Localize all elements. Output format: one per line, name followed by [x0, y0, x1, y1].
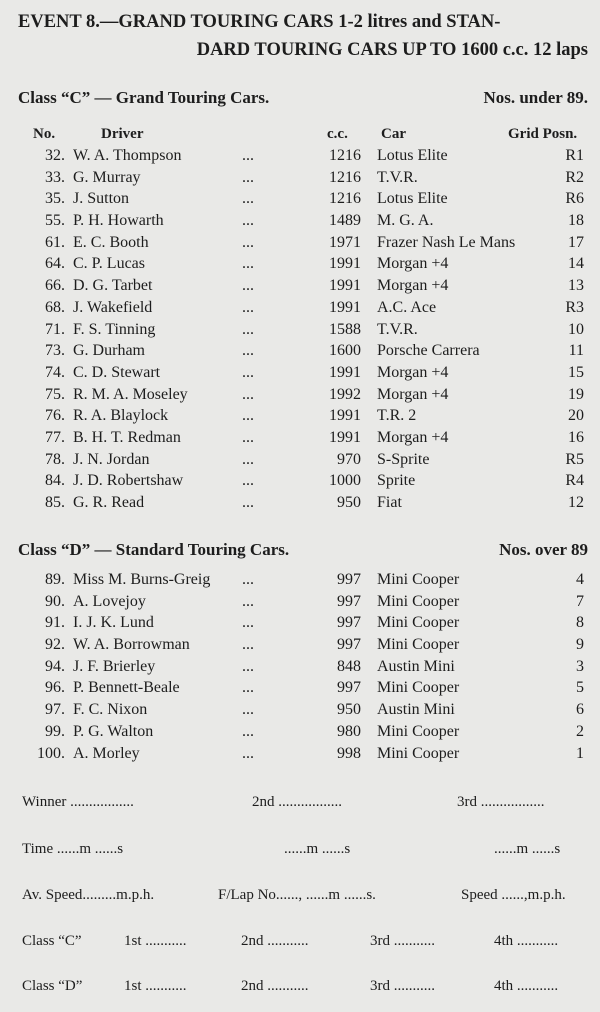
- class-c-3rd: 3rd ...........: [370, 933, 435, 949]
- entry-dots: ...: [242, 298, 254, 316]
- event-title-line1: EVENT 8.—GRAND TOURING CARS 1-2 litres and STAN-: [18, 12, 501, 32]
- class-c-title: Class “C” — Grand Touring Cars.: [18, 88, 270, 107]
- entry-grid-position: 2: [576, 722, 584, 740]
- entry-number: 33.: [45, 168, 65, 186]
- entry-number: 91.: [45, 614, 65, 632]
- fastest-lap-field: F/Lap No......, ......m ......s.: [218, 887, 376, 903]
- entry-grid-position: 12: [568, 494, 584, 511]
- class-c-results-label: Class “C”: [22, 933, 82, 949]
- entry-dots: ...: [242, 168, 254, 186]
- entry-cc: 1991: [329, 363, 361, 381]
- entry-dots: ...: [242, 636, 254, 654]
- entry-dots: ...: [242, 342, 254, 360]
- entry-car: Morgan +4: [377, 255, 449, 273]
- entry-grid-position: 16: [568, 428, 584, 446]
- entry-driver: D. G. Tarbet: [73, 277, 153, 295]
- col-car: Car: [381, 126, 406, 142]
- col-grid: Grid Posn.: [508, 126, 578, 142]
- entry-dots: ...: [242, 657, 254, 675]
- entry-dots: ...: [242, 255, 254, 273]
- entry-grid-position: 5: [576, 679, 584, 697]
- entry-driver: G. Murray: [73, 168, 141, 186]
- entry-dots: ...: [242, 744, 254, 762]
- entry-grid-position: R3: [565, 298, 584, 316]
- entry-grid-position: 7: [576, 592, 584, 610]
- entry-row: [0, 593, 600, 615]
- entry-grid-position: R5: [565, 450, 584, 468]
- entry-car: Mini Cooper: [377, 636, 460, 654]
- entry-driver: F. S. Tinning: [73, 320, 156, 338]
- entry-cc: 1991: [329, 428, 361, 446]
- entry-row: [0, 745, 600, 767]
- class-d-3rd: 3rd ...........: [370, 978, 435, 994]
- entry-car: Morgan +4: [377, 363, 449, 381]
- entry-cc: 1216: [329, 190, 361, 208]
- entry-grid-position: 18: [568, 212, 584, 230]
- entry-row: [0, 614, 600, 636]
- entry-row: [0, 636, 600, 658]
- entry-car: T.V.R.: [377, 320, 418, 338]
- entry-grid-position: 14: [568, 255, 584, 273]
- entry-number: 99.: [45, 722, 65, 740]
- class-d-2nd: 2nd ...........: [241, 978, 309, 994]
- entry-row: [0, 277, 600, 299]
- entry-row: [0, 364, 600, 386]
- entry-driver: R. M. A. Moseley: [73, 385, 188, 403]
- entry-row: [0, 723, 600, 745]
- entry-car: Morgan +4: [377, 428, 449, 446]
- entry-car: A.C. Ace: [377, 298, 437, 316]
- entry-number: 32.: [45, 147, 65, 164]
- entry-driver: W. A. Borrowman: [73, 636, 190, 654]
- entry-cc: 1991: [329, 407, 361, 425]
- entry-driver: E. C. Booth: [73, 233, 149, 251]
- entry-dots: ...: [242, 592, 254, 610]
- entry-car: Austin Mini: [377, 701, 455, 719]
- entry-dots: ...: [242, 277, 254, 295]
- entry-dots: ...: [242, 233, 254, 251]
- entry-dots: ...: [242, 450, 254, 468]
- class-c-1st: 1st ...........: [124, 933, 187, 949]
- class-d-4th: 4th ...........: [494, 978, 559, 994]
- entry-car: Mini Cooper: [377, 592, 460, 610]
- entry-number: 35.: [45, 190, 65, 208]
- entry-driver: J. F. Brierley: [73, 657, 156, 675]
- event-title: [18, 8, 588, 64]
- class-d-title: Class “D” — Standard Touring Cars.: [18, 540, 290, 559]
- entry-row: [0, 451, 600, 473]
- column-headers: [0, 126, 600, 146]
- entry-car: Mini Cooper: [377, 614, 460, 632]
- entry-dots: ...: [242, 614, 254, 632]
- time-field-3: ......m ......s: [494, 841, 561, 857]
- entry-cc: 950: [337, 494, 361, 511]
- entry-grid-position: 20: [568, 407, 584, 425]
- entry-cc: 997: [337, 592, 361, 610]
- entry-grid-position: R4: [565, 472, 584, 490]
- entry-driver: J. Sutton: [73, 190, 130, 208]
- entry-car: Austin Mini: [377, 657, 455, 675]
- entry-row: [0, 255, 600, 277]
- entry-car: Morgan +4: [377, 277, 449, 295]
- entry-grid-position: 19: [568, 385, 584, 403]
- entry-car: M. G. A.: [377, 212, 434, 230]
- lap-speed-field: Speed ......,m.p.h.: [461, 887, 566, 903]
- entry-car: Mini Cooper: [377, 744, 460, 762]
- entry-cc: 1991: [329, 277, 361, 295]
- class-c-entries: [0, 147, 600, 516]
- class-c-4th: 4th ...........: [494, 933, 559, 949]
- class-c-heading: [18, 88, 588, 108]
- entry-driver: P. H. Howarth: [73, 212, 164, 230]
- entry-cc: 980: [337, 722, 361, 740]
- entry-dots: ...: [242, 212, 254, 230]
- entry-number: 94.: [45, 657, 65, 675]
- entry-grid-position: 6: [576, 701, 584, 719]
- entry-driver: G. Durham: [73, 342, 145, 360]
- entry-row: [0, 299, 600, 321]
- entry-car: Porsche Carrera: [377, 342, 480, 360]
- entry-cc: 1992: [329, 385, 361, 403]
- entry-row: [0, 212, 600, 234]
- entry-grid-position: 10: [568, 320, 584, 338]
- entry-car: Morgan +4: [377, 385, 449, 403]
- entry-row: [0, 386, 600, 408]
- entry-cc: 1216: [329, 147, 361, 164]
- entry-dots: ...: [242, 472, 254, 490]
- entry-number: 61.: [45, 233, 65, 251]
- entry-number: 92.: [45, 636, 65, 654]
- class-c-2nd: 2nd ...........: [241, 933, 309, 949]
- entry-driver: G. R. Read: [73, 494, 145, 511]
- entry-number: 55.: [45, 212, 65, 230]
- class-c-numbers-note: Nos. under 89.: [483, 88, 588, 107]
- entry-row: [0, 571, 600, 593]
- entry-driver: B. H. T. Redman: [73, 428, 181, 446]
- entry-grid-position: 8: [576, 614, 584, 632]
- entry-dots: ...: [242, 571, 254, 588]
- col-driver: Driver: [101, 126, 144, 142]
- entry-car: Mini Cooper: [377, 722, 460, 740]
- entry-grid-position: 17: [568, 233, 584, 251]
- entry-number: 100.: [37, 744, 65, 762]
- entry-number: 66.: [45, 277, 65, 295]
- class-d-results-label: Class “D”: [22, 978, 83, 994]
- entry-row: [0, 679, 600, 701]
- entry-cc: 1489: [329, 212, 361, 230]
- col-cc: c.c.: [327, 126, 348, 142]
- entry-cc: 997: [337, 636, 361, 654]
- entry-driver: J. N. Jordan: [73, 450, 150, 468]
- entry-number: 77.: [45, 428, 65, 446]
- entry-grid-position: R2: [565, 168, 584, 186]
- entry-grid-position: 4: [576, 571, 584, 588]
- entry-car: Sprite: [377, 472, 416, 490]
- class-d-entries: [0, 571, 600, 766]
- winner-field: Winner .................: [22, 794, 134, 810]
- entry-cc: 997: [337, 571, 361, 588]
- entry-dots: ...: [242, 428, 254, 446]
- entry-grid-position: R6: [565, 190, 584, 208]
- entry-row: [0, 169, 600, 191]
- entry-car: Mini Cooper: [377, 571, 460, 588]
- entry-row: [0, 429, 600, 451]
- entry-grid-position: 11: [568, 342, 584, 360]
- entry-number: 90.: [45, 592, 65, 610]
- entry-number: 97.: [45, 701, 65, 719]
- entry-grid-position: 15: [568, 363, 584, 381]
- entry-row: [0, 342, 600, 364]
- entry-driver: A. Lovejoy: [73, 592, 146, 610]
- entry-cc: 1991: [329, 255, 361, 273]
- entry-cc: 1600: [329, 342, 361, 360]
- entry-row: [0, 321, 600, 343]
- entry-driver: J. Wakefield: [73, 298, 153, 316]
- entry-row: [0, 407, 600, 429]
- entry-cc: 1000: [329, 472, 361, 490]
- entry-cc: 998: [337, 744, 361, 762]
- entry-car: T.R. 2: [377, 407, 417, 425]
- entry-dots: ...: [242, 190, 254, 208]
- entry-number: 71.: [45, 320, 65, 338]
- col-no: No.: [33, 126, 56, 142]
- entry-driver: R. A. Blaylock: [73, 407, 169, 425]
- entry-cc: 997: [337, 614, 361, 632]
- entry-number: 89.: [45, 571, 65, 588]
- entry-cc: 1216: [329, 168, 361, 186]
- entry-number: 74.: [45, 363, 65, 381]
- entry-car: Lotus Elite: [377, 147, 448, 164]
- entry-dots: ...: [242, 320, 254, 338]
- entry-cc: 970: [337, 450, 361, 468]
- entry-number: 84.: [45, 472, 65, 490]
- entry-dots: ...: [242, 494, 254, 511]
- entry-car: Fiat: [377, 494, 402, 511]
- entry-driver: C. D. Stewart: [73, 363, 161, 381]
- entry-dots: ...: [242, 363, 254, 381]
- entry-grid-position: 1: [576, 744, 584, 762]
- entry-cc: 1991: [329, 298, 361, 316]
- av-speed-field: Av. Speed.........m.p.h.: [22, 887, 155, 903]
- entry-grid-position: 9: [576, 636, 584, 654]
- entry-driver: A. Morley: [73, 744, 140, 762]
- time-field-2: ......m ......s: [284, 841, 351, 857]
- entry-dots: ...: [242, 385, 254, 403]
- class-d-heading: [18, 540, 588, 560]
- entry-row: [0, 190, 600, 212]
- entry-driver: C. P. Lucas: [73, 255, 145, 273]
- entry-dots: ...: [242, 147, 254, 164]
- entry-dots: ...: [242, 679, 254, 697]
- entry-grid-position: 13: [568, 277, 584, 295]
- entry-car: Lotus Elite: [377, 190, 448, 208]
- entry-number: 76.: [45, 407, 65, 425]
- entry-dots: ...: [242, 722, 254, 740]
- entry-driver: P. Bennett-Beale: [73, 679, 180, 697]
- entry-cc: 950: [337, 701, 361, 719]
- entry-row: [0, 472, 600, 494]
- entry-number: 85.: [45, 494, 65, 511]
- entry-cc: 1971: [329, 233, 361, 251]
- entry-cc: 997: [337, 679, 361, 697]
- entry-number: 78.: [45, 450, 65, 468]
- entry-row: [0, 658, 600, 680]
- entry-driver: I. J. K. Lund: [73, 614, 154, 632]
- entry-driver: J. D. Robertshaw: [73, 472, 184, 490]
- event-title-line2: DARD TOURING CARS UP TO 1600 c.c. 12 laps: [196, 40, 588, 60]
- entry-grid-position: 3: [576, 657, 584, 675]
- entry-number: 64.: [45, 255, 65, 273]
- time-field-1: Time ......m ......s: [22, 841, 124, 857]
- entry-dots: ...: [242, 701, 254, 719]
- entry-row: [0, 147, 600, 169]
- entry-cc: 848: [337, 657, 361, 675]
- entry-car: S-Sprite: [377, 450, 430, 468]
- entry-dots: ...: [242, 407, 254, 425]
- entry-number: 68.: [45, 298, 65, 316]
- entry-row: [0, 234, 600, 256]
- entry-row: [0, 701, 600, 723]
- class-d-1st: 1st ...........: [124, 978, 187, 994]
- entry-driver: W. A. Thompson: [73, 147, 182, 164]
- entry-number: 75.: [45, 385, 65, 403]
- second-field: 2nd .................: [252, 794, 342, 810]
- entry-grid-position: R1: [565, 147, 584, 164]
- third-field: 3rd .................: [457, 794, 545, 810]
- entry-number: 96.: [45, 679, 65, 697]
- entry-car: Frazer Nash Le Mans: [377, 233, 516, 251]
- entry-car: Mini Cooper: [377, 679, 460, 697]
- entry-driver: Miss M. Burns-Greig: [73, 571, 211, 588]
- entry-number: 73.: [45, 342, 65, 360]
- entry-row: [0, 494, 600, 516]
- class-d-numbers-note: Nos. over 89: [499, 540, 588, 559]
- entry-driver: F. C. Nixon: [73, 701, 148, 719]
- entry-cc: 1588: [329, 320, 361, 338]
- entry-car: T.V.R.: [377, 168, 418, 186]
- entry-driver: P. G. Walton: [73, 722, 154, 740]
